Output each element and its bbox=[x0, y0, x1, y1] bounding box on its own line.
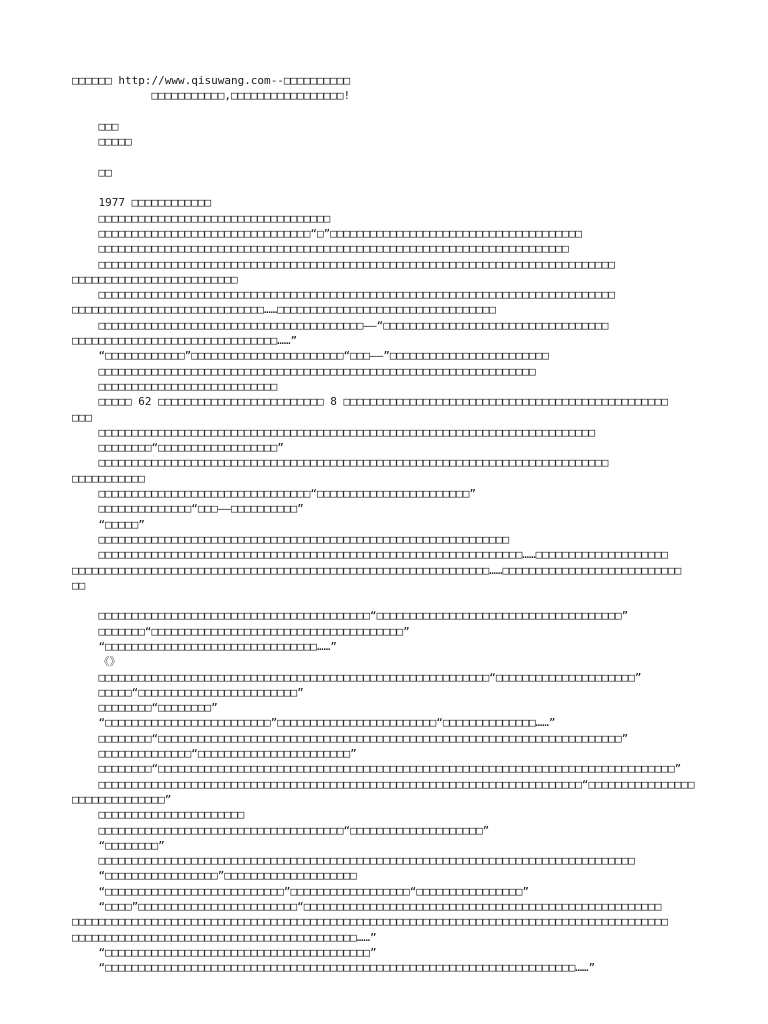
text-line: “□□□□□□□□□□□□”□□□□□□□□□□□□□□□□□□□□□□□“□□□——”□□□□□□□□□□□□□□□□□□□□□□□□ bbox=[72, 349, 549, 363]
header-suffix: --□□□□□□□□□□ bbox=[270, 74, 351, 87]
text-line: □□□□□□□□□□□□□□□□□□□□□□□□□□□□□□□□□□□□□“□□□□□□□□□□□□□□□□□□□□” bbox=[72, 823, 490, 837]
text-line: □□□□□□□□□□□□□□□□□□□□□□□□□□□□□□□□□□□□□□□□□□□□□□□□□□□□□□□□□□□□□□□□□□□□□□□□□□□□□□□□□ bbox=[72, 854, 635, 868]
title-line-1: □□□ bbox=[72, 119, 119, 133]
text-line: □□□□□□□□“□□□□□□□□□□□□□□□□□□□□□□□□□□□□□□□□□□□□□□□□□□□□□□□□□□□□□□□□□□□□□□□□□□□□□□□□□□□□□□” bbox=[72, 762, 682, 776]
document-body bbox=[72, 73, 702, 976]
title-line-2: □□□□□ bbox=[72, 135, 132, 149]
header-line bbox=[72, 73, 702, 88]
text-line: □□□□□□□□□□□□□□□□□□□□□□□□□□□□□□□□□□□□□□□□——“□□□□□□□□□□□□□□□□□□□□□□□□□□□□□□□□□□ bbox=[72, 318, 609, 332]
text-line: □□□□□□□□□□□□□□□□□□□□□□□□□□□□□□□□□□□□□□□□□□□□□□□□□□□□□□□□□□□□□□□□□□□□□□□□□□□□□ bbox=[72, 456, 609, 470]
text-line: □□□□□□□□□□□□□□□□□□□□□□□□□□□ bbox=[72, 379, 278, 393]
text-line: □□□□□□□□“□□□□□□□□□□□□□□□□□□” bbox=[72, 441, 284, 455]
text-line: “□□□□□□□□□□□□□□□□□□□□□□□□□□□□□□□□……” bbox=[72, 639, 337, 653]
text-line: □□□□□□□□□□□□□□” bbox=[72, 792, 172, 806]
text-line: “□□□□□□□□□□□□□□□□□□□□□□□□□□□□□□□□□□□□□□□□□□□□□□□□□□□□□□□□□□□□□□□□□□□□□□□……” bbox=[72, 961, 596, 975]
text-line: □□□□□□□□□□□□□□□□□□□□□□□□□□□□□□□□□□□□□□□□□“□□□□□□□□□□□□□□□□□□□□□□□□□□□□□□□□□□□□□” bbox=[72, 609, 629, 623]
text-line: □□□□□□□□□□□□□□□□□□□□□□□□□□□□□□□□□□□□□□□□□□□□□□□□□□□□□□□□□□□□□□□□□□ bbox=[72, 364, 536, 378]
text-line: “□□□□□□□□” bbox=[72, 838, 165, 852]
text-line: □□□□□□□□□□□□□□□□□□□□□□□□□□□□□□□□“□□□□□□□□□□□□□□□□□□□□□□□” bbox=[72, 487, 476, 501]
text-line: “□□□□□□□□□□□□□□□□□□□□□□□□□□□”□□□□□□□□□□□□□□□□□□“□□□□□□□□□□□□□□□□” bbox=[72, 884, 529, 898]
spacer bbox=[72, 180, 702, 195]
text-line: □□□□□□□□□□□□□□□□□□□□□□□□□□□□□□□……” bbox=[72, 334, 298, 348]
text-line: “□□□□□□□□□□□□□□□□□”□□□□□□□□□□□□□□□□□□□□ bbox=[72, 869, 357, 883]
text-line: □□□□□□□□□□□□□□□□□□□□□□□□□□□□□□□□□□□□□□□□□□□□□□□□□□□□□□□□□□□“□□□□□□□□□□□□□□□□□□□□□” bbox=[72, 670, 642, 684]
text-block-1 bbox=[72, 195, 702, 593]
text-line: □□□□□□□□□□□□□□□□□□□□□□□□□□□□□□□□“□”□□□□□□□□□□□□□□□□□□□□□□□□□□□□□□□□□□□□□□ bbox=[72, 226, 582, 240]
text-line: □□□□□□□□“□□□□□□□□” bbox=[72, 701, 218, 715]
text-line: □□□□□□□□□□□□□□□□□□□□□□□□□□□□□□□□□□□□□□□□□□□□□□□□□□□□□□□□□□□□□□□□□□□□□□□□□□□□□□ bbox=[72, 257, 616, 271]
text-line: □□□□□□□□□□□□□□□□□□□□□□ bbox=[72, 808, 245, 822]
text-line: □□□□□“□□□□□□□□□□□□□□□□□□□□□□□□” bbox=[72, 685, 304, 699]
text-line: □□□ bbox=[72, 410, 92, 424]
spacer bbox=[72, 149, 702, 164]
text-line: □□□□□□□“□□□□□□□□□□□□□□□□□□□□□□□□□□□□□□□□□□□□□□” bbox=[72, 624, 410, 638]
header-tagline: □□□□□□□□□□□,□□□□□□□□□□□□□□□□□! bbox=[72, 89, 351, 103]
spacer bbox=[72, 593, 702, 608]
text-line: “□□□□□□□□□□□□□□□□□□□□□□□□□”□□□□□□□□□□□□□□□□□□□□□□□□“□□□□□□□□□□□□□□……” bbox=[72, 716, 556, 730]
text-line: □□□□□□□□□□□□□□□□□□□□□□□□□□□□□□□□□□□□□□□□□□□□□□□□□□□□□□□□□□□□□□ bbox=[72, 532, 510, 546]
text-line: □□□□□□□□□□□□□□“□□□□□□□□□□□□□□□□□□□□□□□” bbox=[72, 747, 357, 761]
text-line: □□□□□□□□□□□□□□□□□□□□□□□□□□□□□□□□□□□ bbox=[72, 211, 331, 225]
text-line: □□□□□□□□□□□□□□□□□□□□□□□□□ bbox=[72, 272, 238, 286]
text-line: □□□□□□□□“□□□□□□□□□□□□□□□□□□□□□□□□□□□□□□□□□□□□□□□□□□□□□□□□□□□□□□□□□□□□□□□□□□□□□□” bbox=[72, 731, 629, 745]
title-line-3: □□ bbox=[72, 165, 112, 179]
text-line: “□□□□”□□□□□□□□□□□□□□□□□□□□□□□□“□□□□□□□□□□□□□□□□□□□□□□□□□□□□□□□□□□□□□□□□□□□□□□□□□□□□□□ bbox=[72, 900, 662, 914]
text-line: 《》 bbox=[72, 655, 121, 669]
text-line: □□□□□□□□□□□□□□□□□□□□□□□□□□□□□□□□□□□□□□□□□□□□□□□□□□□□□□□□□□□□□□□□□□□□□□□□□□□□□□□□□□□□□□□□□□ bbox=[72, 915, 669, 929]
header-prefix: □□□□□□ bbox=[72, 74, 119, 87]
text-line: □□□□□□□□□□□□□□□□□□□□□□□□□□□□□□□□□□□□□□□□□□□□□□□□□□□□□□□□□□□□□□□……□□□□□□□□□□□□□□□□□□□□□□□□□□□ bbox=[72, 563, 682, 577]
text-line: □□□□□□□□□□□□□□“□□□——□□□□□□□□□□” bbox=[72, 502, 304, 516]
text-line: “□□□□□” bbox=[72, 517, 145, 531]
site-link[interactable]: http://www.qisuwang.com bbox=[118, 74, 271, 87]
text-line: □□□□□□□□□□□ bbox=[72, 471, 145, 485]
text-line: 1977 □□□□□□□□□□□□ bbox=[72, 196, 212, 210]
text-line: □□□□□□□□□□□□□□□□□□□□□□□□□□□□□……□□□□□□□□□□□□□□□□□□□□□□□□□□□□□□□□□ bbox=[72, 303, 496, 317]
text-line: □□□□□ 62 □□□□□□□□□□□□□□□□□□□□□□□□□ 8 □□□□□□□□□□□□□□□□□□□□□□□□□□□□□□□□□□□□□□□□□□□□□□□□□ bbox=[72, 395, 669, 409]
text-line: □□□□□□□□□□□□□□□□□□□□□□□□□□□□□□□□□□□□□□□□□□□□□□□□□□□□□□□□□□□□□□□□□□□□□□□□□□□□□□ bbox=[72, 288, 616, 302]
text-block-2 bbox=[72, 608, 702, 975]
spacer bbox=[72, 104, 702, 119]
text-line: □□□□□□□□□□□□□□□□□□□□□□□□□□□□□□□□□□□□□□□□□□□□□□□□□□□□□□□□□□□□□□□□□□□□□□□ bbox=[72, 242, 569, 256]
text-line: □□□□□□□□□□□□□□□□□□□□□□□□□□□□□□□□□□□□□□□□□□□□□□□□□□□□□□□□□□□□□□□□……□□□□□□□□□□□□□□□□□□□□ bbox=[72, 548, 669, 562]
text-line: “□□□□□□□□□□□□□□□□□□□□□□□□□□□□□□□□□□□□□□□□” bbox=[72, 945, 377, 959]
text-line: □□□□□□□□□□□□□□□□□□□□□□□□□□□□□□□□□□□□□□□□□□□□□□□□□□□□□□□□□□□□□□□□□□□□□□□□□□□ bbox=[72, 425, 596, 439]
text-line: □□ bbox=[72, 578, 86, 592]
text-line: □□□□□□□□□□□□□□□□□□□□□□□□□□□□□□□□□□□□□□□□□□□□□□□□□□□□□□□□□□□□□□□□□□□□□□□□□“□□□□□□□□□□□□□□□□ bbox=[72, 777, 695, 791]
text-line: □□□□□□□□□□□□□□□□□□□□□□□□□□□□□□□□□□□□□□□□□□□……” bbox=[72, 930, 377, 944]
